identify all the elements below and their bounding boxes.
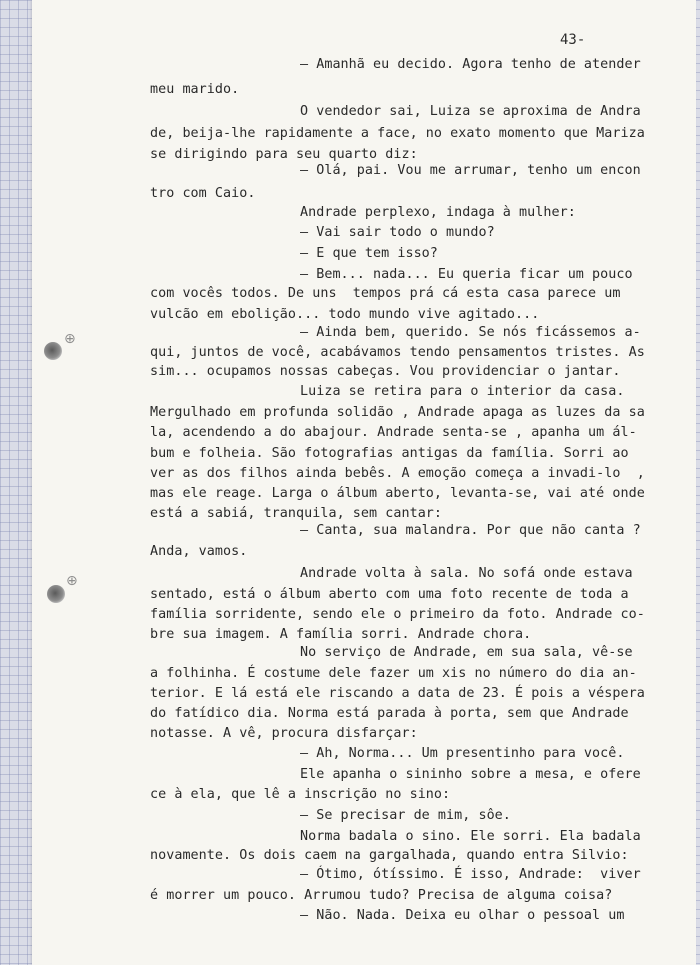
text-line: Ele apanha o sininho sobre a mesa, e ofere [300,767,641,782]
text-line: – Amanhã eu decido. Agora tenho de atender [300,57,641,72]
text-line: O vendedor sai, Luiza se aproxima de Andra [300,104,641,119]
text-line: família sorridente, sendo ele o primeiro da foto. Andrade co- [150,607,645,622]
hole-reinforcement-mark: ⊕ [64,331,76,347]
text-line: – Bem... nada... Eu queria ficar um pouco [300,267,633,282]
text-line: notasse. A vê, procura disfarçar: [150,726,418,741]
text-line: Norma badala o sino. Ele sorri. Ela badala [300,829,641,844]
text-line: bum e folheia. São fotografias antigas da família. Sorri ao [150,446,629,461]
text-line: se dirigindo para seu quarto diz: [150,147,418,162]
text-line: sentado, está o álbum aberto com uma foto recente de toda a [150,587,629,602]
text-line: novamente. Os dois caem na gargalhada, quando entra Silvio: [150,848,629,863]
text-line: Mergulhado em profunda solidão , Andrade apaga as luzes da sa [150,405,645,420]
text-line: – Ainda bem, querido. Se nós ficássemos a- [300,325,641,340]
text-line: No serviço de Andrade, em sua sala, vê-se [300,645,633,660]
text-line: mas ele reage. Larga o álbum aberto, levanta-se, vai até onde [150,486,645,501]
text-line: terior. E lá está ele riscando a data de 23. É pois a véspera [150,686,645,701]
text-line: Andrade volta à sala. No sofá onde estava [300,566,633,581]
text-line: é morrer um pouco. Arrumou tudo? Precisa de alguma coisa? [150,888,613,903]
text-line: la, acendendo a do abajour. Andrade senta-se , apanha um ál- [150,425,637,440]
text-line: – Vai sair todo o mundo? [300,225,495,240]
text-line: está a sabiá, tranquila, sem cantar: [150,506,443,521]
text-line: – E que tem isso? [300,246,438,261]
text-line: – Ótimo, ótíssimo. É isso, Andrade: viver [300,867,641,882]
text-line: Luiza se retira para o interior da casa. [300,384,625,399]
text-line: de, beija-lhe rapidamente a face, no exato momento que Mariza [150,126,645,141]
page-number: 43- [560,32,586,48]
text-line: Anda, vamos. [150,544,248,559]
text-line: – Ah, Norma... Um presentinho para você. [300,746,625,761]
text-line: – Não. Nada. Deixa eu olhar o pessoal um [300,908,625,923]
text-line: tro com Caio. [150,186,256,201]
text-line: vulcão em ebolição... todo mundo vive agitado... [150,307,540,322]
text-line: Andrade perplexo, indaga à mulher: [300,205,576,220]
text-line: qui, juntos de você, acabávamos tendo pensamentos tristes. As [150,345,645,360]
text-line: – Olá, pai. Vou me arrumar, tenho um encon [300,163,641,178]
text-line: ver as dos filhos ainda bebês. A emoção começa a invadi-lo , [150,466,645,481]
text-line: bre sua imagem. A família sorri. Andrade chora. [150,627,532,642]
text-line: com vocês todos. De uns tempos prá cá esta casa parece um [150,286,621,301]
text-line: a folhinha. É costume dele fazer um xis no número do dia an- [150,666,637,681]
text-line: meu marido. [150,82,240,97]
text-line: – Canta, sua malandra. Por que não canta ? [300,523,641,538]
text-line: do fatídico dia. Norma está parada à porta, sem que Andrade [150,706,629,721]
text-line: sim... ocupamos nossas cabeças. Vou providenciar o jantar. [150,364,621,379]
text-line: ce à ela, que lê a inscrição no sino: [150,787,451,802]
text-line: – Se precisar de mim, sôe. [300,808,511,823]
hole-reinforcement-mark: ⊕ [66,573,78,589]
